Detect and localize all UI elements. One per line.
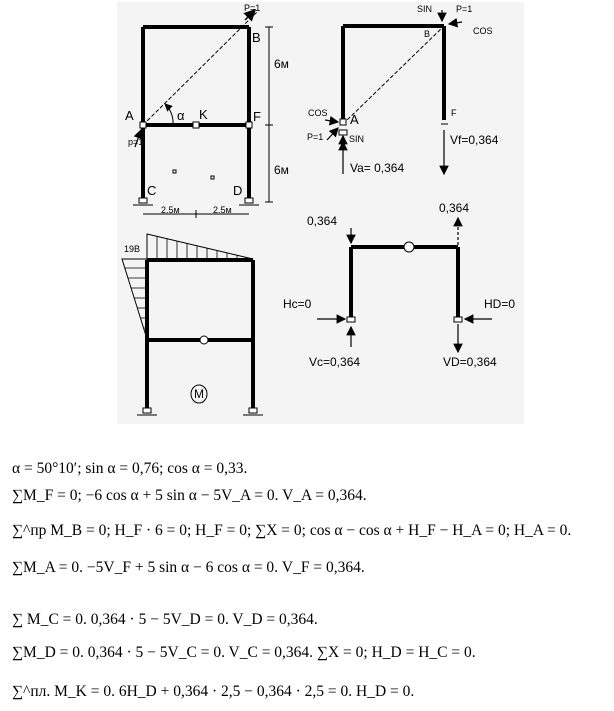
node-label-a-right: A (350, 112, 359, 127)
node-label-c: C (147, 183, 157, 198)
dimension-height-bottom: 6м (274, 163, 289, 177)
node-label-d: D (233, 183, 243, 198)
angle-label-alpha: α (177, 108, 185, 123)
node-label-k: K (199, 107, 208, 122)
reaction-label-vf: Vf=0,364 (450, 133, 499, 147)
moment-symbol-label: M (194, 387, 204, 401)
equation-line-7: ∑^пл. M_K = 0. 6H_D + 0,364 · 2,5 − 0,364 · 2,5 = 0. H_D = 0. (12, 683, 415, 700)
moment-diagram (122, 234, 263, 415)
dimension-height-top: 6м (274, 57, 289, 71)
frame-right (307, 4, 499, 175)
equation-line-5: ∑ M_C = 0. 0,364 · 5 − 5V_D = 0. V_D = 0,364. (12, 611, 318, 628)
trig-label-sin-left: SIN (349, 134, 365, 144)
equation-line-2: ∑M_F = 0; −6 cos α + 5 sin α − 5V_A = 0. V_A = 0,364. (12, 487, 367, 504)
reaction-vd-label: VD=0,364 (443, 355, 497, 369)
trig-label-cos-right: COS (473, 26, 493, 36)
reactions-frame (283, 201, 515, 369)
reaction-vc-label: Vc=0,364 (309, 355, 361, 369)
moment-value-label: 19В (124, 244, 141, 254)
trig-label-sin-top: SIN (417, 4, 433, 14)
load-label-p: P=1 (244, 3, 261, 13)
reaction-top-right-label: 0,364 (439, 201, 470, 215)
span-label-left: 2.5м (161, 205, 180, 215)
structural-figure (117, 2, 524, 424)
equation-line-6: ∑M_D = 0. 0,364 · 5 − 5V_C = 0. V_C = 0,364. ∑X = 0; H_D = H_C = 0. (12, 644, 476, 661)
equation-line-3: ∑^пр M_B = 0; H_F · 6 = 0; H_F = 0; ∑X = 0; cos α − cos α + H_F − H_A = 0; H_A = 0. (12, 522, 572, 539)
frame-left (125, 3, 289, 218)
node-label-f-right: F (451, 108, 457, 118)
load-label-p-top: P=1 (456, 4, 473, 14)
node-label-b-right: B (424, 29, 431, 39)
equation-line-4: ∑M_A = 0. −5V_F + 5 sin α − 6 cos α = 0. V_F = 0,364. (12, 559, 365, 576)
equation-line-1: α = 50°10′; sin α = 0,76; cos α = 0,33. (12, 460, 248, 477)
load-label-p-left: p=1 (128, 137, 144, 147)
node-label-f: F (253, 109, 261, 124)
reaction-top-left-label: 0,364 (307, 214, 338, 228)
node-label-b: B (252, 30, 261, 45)
node-label-a: A (125, 108, 134, 123)
trig-label-cos-left: COS (308, 108, 328, 118)
reaction-label-va: Va= 0,364 (350, 161, 405, 175)
load-label-p-left-right: P=1 (307, 132, 324, 142)
reaction-hc-label: Hc=0 (283, 297, 312, 311)
reaction-hd-label: HD=0 (484, 297, 516, 311)
span-label-right: 2.5м (213, 205, 232, 215)
